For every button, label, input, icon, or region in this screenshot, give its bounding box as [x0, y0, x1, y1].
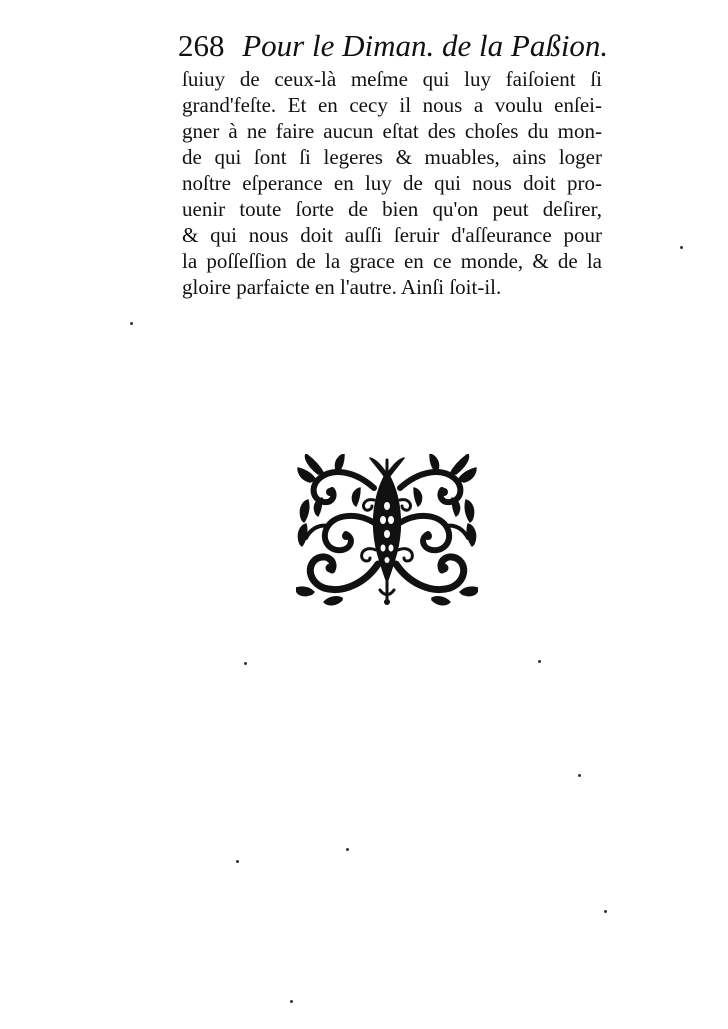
paper-speck [290, 1000, 293, 1003]
paper-speck [346, 848, 349, 851]
text-line-3: gner à ne faire aucun eſtat des choſes du mon- [182, 119, 602, 143]
body-text [182, 66, 602, 300]
text-line-8: la poſſeſſion de la grace en ce monde, & de la [182, 249, 602, 273]
page-number: 268 [178, 28, 225, 63]
paper-speck [578, 774, 581, 777]
text-line-5: noſtre eſperance en luy de qui nous doit pro- [182, 171, 602, 195]
running-head-title: Pour le Diman. de la Paßion. [242, 28, 609, 63]
paper-speck [244, 662, 247, 665]
text-line-2: grand'feſte. Et en cecy il nous a voulu enſei- [182, 93, 602, 117]
paper-speck [604, 910, 607, 913]
running-head [178, 26, 609, 66]
text-line-9: gloire parfaicte en l'autre. Ainſi ſoit-il. [182, 275, 502, 299]
paper-speck [680, 246, 683, 249]
paper-speck [236, 860, 239, 863]
text-line-1: ſuiuy de ceux-là meſme qui luy faiſoient ſi [182, 67, 602, 91]
paper-speck [538, 660, 541, 663]
floral-tailpiece-ornament-icon [296, 454, 478, 606]
text-line-6: uenir toute ſorte de bien qu'on peut deſirer, [182, 197, 602, 221]
text-line-4: de qui ſont ſi legeres & muables, ains loger [182, 145, 602, 169]
paper-speck [130, 322, 133, 325]
text-line-7: & qui nous doit auſſi ſeruir d'aſſeurance pour [182, 223, 602, 247]
